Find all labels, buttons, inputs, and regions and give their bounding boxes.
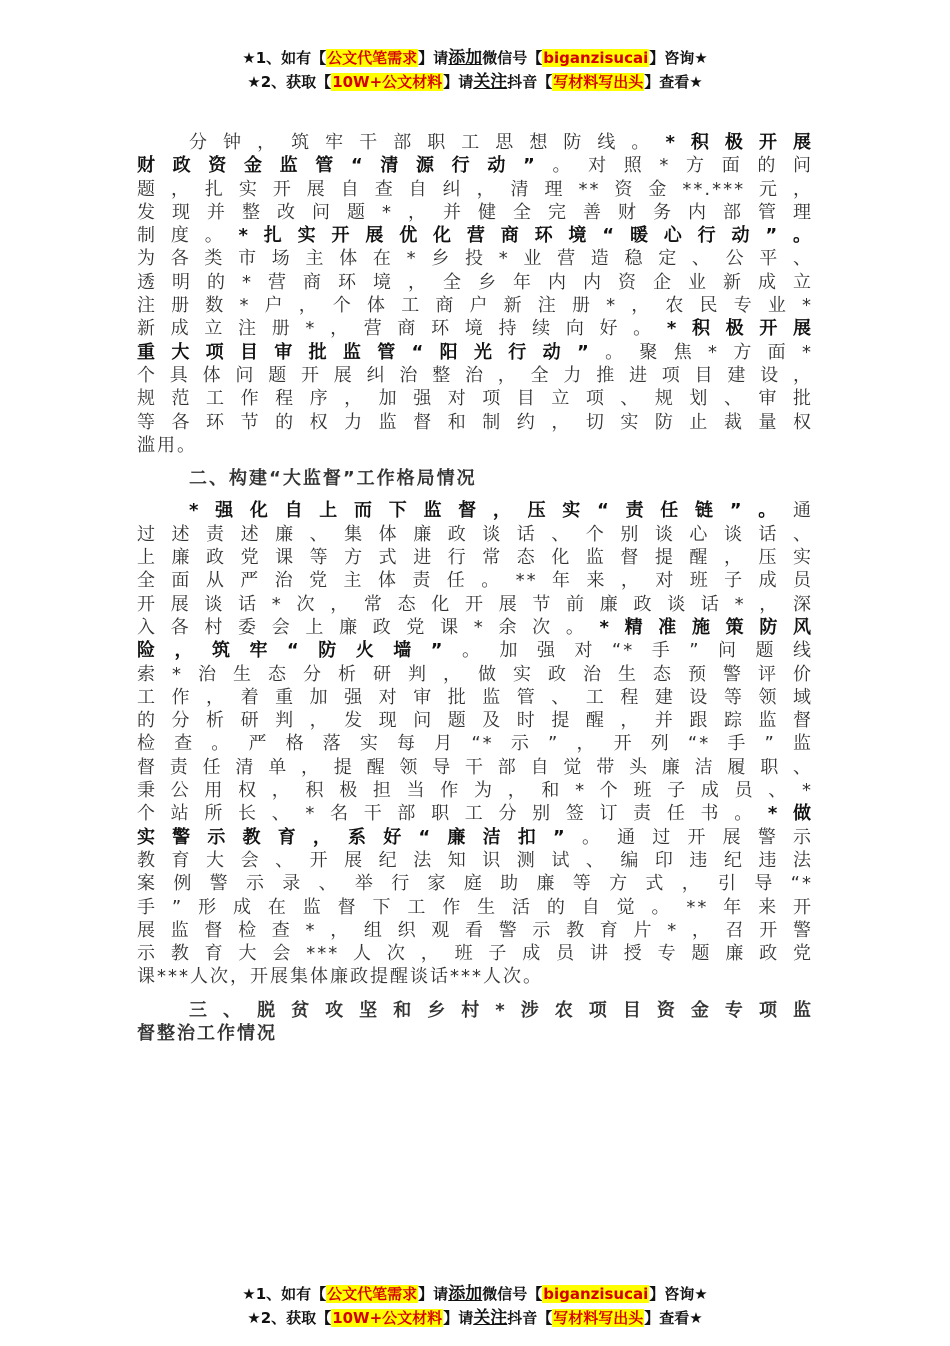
banner-text: 】咨询★	[649, 49, 708, 67]
text-line	[137, 224, 813, 247]
text-line: 检查。严格落实每月“*示”，开列“*手”监	[137, 733, 813, 755]
text-line: 为各类市场主体在*乡投*业营造稳定、公平、	[137, 248, 813, 270]
line-text: 。聚焦*方面*	[590, 341, 813, 363]
bold-heading-text: *积极开展	[666, 318, 814, 340]
text-line: 展监督检查*，组织观看警示教育片*，召开警	[137, 919, 813, 941]
text-line	[137, 499, 813, 522]
banner-text: 】查看★	[644, 1309, 703, 1327]
text-line	[137, 341, 813, 364]
text-line: 开展谈话*次，常态化开展节前廉政谈话*，深	[137, 593, 813, 615]
text-line: 案例警示录、举行家庭助廉等方式，引导“*	[137, 873, 813, 895]
banner-text: 】咨询★	[649, 1285, 708, 1303]
text-line: 督责任清单，提醒领导干部自觉带头廉洁履职、	[137, 756, 813, 778]
banner-text: 微信号【	[482, 49, 543, 67]
banner-highlight: biganzisucai	[543, 1285, 649, 1303]
line-text: 分钟，筑牢干部职工思想防线。	[189, 132, 666, 153]
bold-heading-text: 实警示教育，系好“廉洁扣”	[137, 826, 567, 848]
bold-heading-text: 财政资金监管“清源行动”	[137, 155, 537, 177]
banner-text: 】请	[443, 73, 474, 91]
section-heading-3: 三、脱贫攻坚和乡村*涉农项目资金专项监	[189, 999, 813, 1021]
bold-heading-text: *做	[767, 803, 813, 825]
text-line	[137, 131, 813, 154]
line-text: 。对照*方面的问	[536, 155, 813, 177]
banner-text: ★2、获取【	[247, 1309, 332, 1327]
banner-text: 】请	[443, 1309, 474, 1327]
text-line: 题，扎实开展自查自纠，清理**资金**.***元，	[137, 178, 813, 200]
line-text: 个站所长、*名干部职工分别签订责任书。	[137, 803, 768, 825]
banner-text: ★2、获取【	[247, 73, 332, 91]
text-line	[137, 639, 813, 662]
banner-text: 抖音【	[507, 1309, 553, 1327]
text-line: 个具体问题开展纠治整治，全力推进项目建设，	[137, 364, 813, 386]
text-line	[137, 826, 813, 849]
bold-heading-text: *积极开展	[665, 132, 813, 153]
text-line: 发现并整改问题*，并健全完善财务内部管理	[137, 201, 813, 223]
top-banner	[0, 46, 950, 94]
bold-heading-text: *扎实开展优化营商环境“暖心行动”。	[238, 225, 814, 247]
text-line: 工作，着重加强对审批监管、工程建设等领域	[137, 686, 813, 708]
text-line: 等各环节的权力监督和制约，切实防止裁量权	[137, 411, 813, 433]
banner-text: 】请	[418, 1285, 449, 1303]
bold-heading-text: *精准施策防风	[599, 616, 814, 638]
line-text: 。通过开展警示	[566, 826, 813, 848]
banner-highlight: 10W+公文材料	[332, 1309, 443, 1327]
banner-emphasis: 关注	[473, 72, 508, 92]
banner-line-1	[0, 46, 950, 70]
banner-emphasis: 添加	[448, 1284, 483, 1304]
line-text: 。加强对“*手”问题线	[444, 640, 813, 662]
banner-text: 】请	[418, 49, 449, 67]
line-text: 制度。	[137, 225, 239, 247]
banner-highlight: 公文代笔需求	[327, 49, 418, 67]
text-line: 全面从严治党主体责任。**年来，对班子成员	[137, 570, 813, 592]
section-heading-3-cont: 督整治工作情况	[137, 1022, 277, 1044]
bottom-banner	[0, 1282, 950, 1330]
banner-text: 】查看★	[644, 73, 703, 91]
text-line: 滥用。	[137, 434, 197, 456]
banner-line-2	[0, 1306, 950, 1330]
banner-highlight: biganzisucai	[543, 49, 649, 67]
banner-highlight: 写材料写出头	[553, 73, 644, 91]
banner-highlight: 公文代笔需求	[327, 1285, 418, 1303]
text-line: 规范工作程序，加强对项目立项、规划、审批	[137, 388, 813, 410]
banner-text: 抖音【	[507, 73, 553, 91]
banner-text: 微信号【	[482, 1285, 543, 1303]
banner-emphasis: 添加	[448, 48, 483, 68]
text-line: 的分析研判，发现问题及时提醒，并跟踪监督	[137, 710, 813, 732]
banner-highlight: 写材料写出头	[553, 1309, 644, 1327]
section-heading-2: 二、构建“大监督”工作格局情况	[189, 468, 477, 490]
bold-heading-text: 重大项目审批监管“阳光行动”	[137, 341, 591, 363]
text-line: 索*治生态分析研判，做实政治生态预警评价	[137, 663, 813, 685]
banner-highlight: 10W+公文材料	[332, 73, 443, 91]
text-line: 注册数*户，个体工商户新注册*，农民专业*	[137, 295, 813, 317]
line-text: 入各村委会上廉政党课*余次。	[137, 616, 600, 638]
text-line	[137, 802, 813, 825]
text-line: 课***人次，开展集体廉政提醒谈话***人次。	[137, 966, 543, 988]
bold-heading-text: 险，筑牢“防火墙”	[137, 640, 445, 662]
document-body	[137, 131, 813, 1045]
text-line: 教育大会、开展纪法知识测试、编印违纪违法	[137, 849, 813, 871]
banner-line-2	[0, 70, 950, 94]
line-text: 新成立注册*，营商环境持续向好。	[137, 318, 667, 340]
banner-text: ★1、如有【	[242, 49, 327, 67]
text-line	[137, 616, 813, 639]
text-line: 秉公用权，积极担当作为，和*个班子成员、*	[137, 780, 813, 802]
text-line: 透明的*营商环境，全乡年内内资企业新成立	[137, 271, 813, 293]
bold-heading-text: *强化自上而下监督，压实“责任链”。	[189, 500, 793, 522]
text-line	[137, 154, 813, 177]
text-line: 示教育大会***人次，班子成员讲授专题廉政党	[137, 943, 813, 965]
banner-emphasis: 关注	[473, 1308, 508, 1328]
text-line: 上廉政党课等方式进行常态化监督提醒，压实	[137, 547, 813, 569]
text-line: 手”形成在监督下工作生活的自觉。**年来开	[137, 896, 813, 918]
text-line: 过述责述廉、集体廉政谈话、个别谈心谈话、	[137, 523, 813, 545]
text-line	[137, 317, 813, 340]
line-text: 通	[793, 500, 813, 522]
banner-line-1	[0, 1282, 950, 1306]
banner-text: ★1、如有【	[242, 1285, 327, 1303]
